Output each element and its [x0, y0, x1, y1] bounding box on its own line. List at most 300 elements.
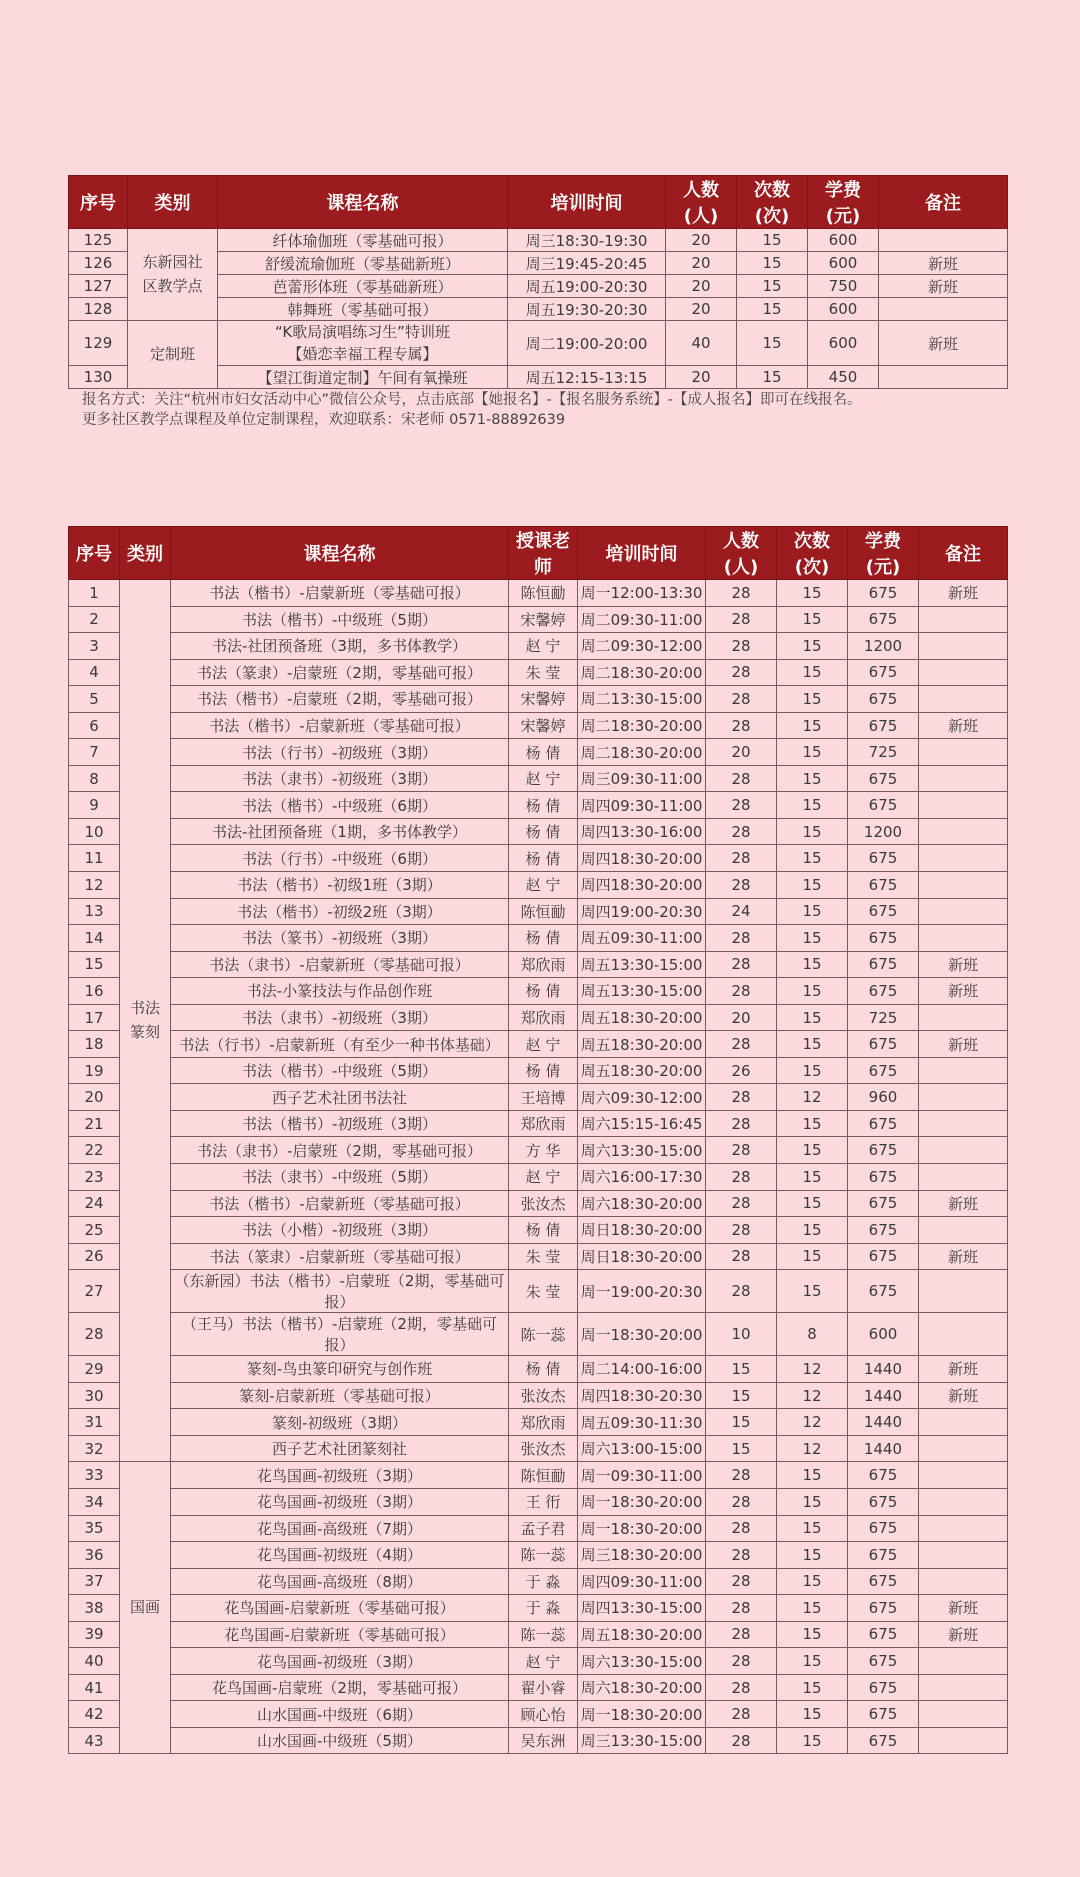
cell-people: 10 — [706, 1313, 777, 1356]
cell-fee: 675 — [848, 925, 919, 952]
cell-time: 周三19:45-20:45 — [508, 252, 666, 275]
cell-no: 9 — [69, 792, 120, 819]
cell-sessions: 12 — [777, 1084, 848, 1111]
cell-teacher: 杨 倩 — [509, 1057, 578, 1084]
table-row — [69, 606, 1008, 633]
column-header: 学费(元) — [848, 527, 919, 580]
cell-sessions: 15 — [777, 898, 848, 925]
cell-category: 书法 篆刻 — [120, 580, 171, 1462]
cell-time: 周五09:30-11:00 — [578, 925, 706, 952]
cell-time: 周二09:30-12:00 — [578, 633, 706, 660]
cell-teacher: 杨 倩 — [509, 845, 578, 872]
cell-teacher: 陈一蕊 — [509, 1542, 578, 1569]
cell-people: 28 — [706, 1031, 777, 1058]
table-header-row — [69, 176, 1008, 229]
cell-course: 山水国画-中级班（6期） — [171, 1701, 509, 1728]
cell-course: 书法（隶书）-中级班（5期） — [171, 1164, 509, 1191]
cell-course: 花鸟国画-高级班（8期） — [171, 1568, 509, 1595]
cell-note — [919, 1004, 1008, 1031]
cell-note: 新班 — [919, 1243, 1008, 1270]
cell-course: 纤体瑜伽班（零基础可报） — [218, 229, 508, 252]
cell-course: 书法（楷书）-中级班（6期） — [171, 792, 509, 819]
cell-no: 3 — [69, 633, 120, 660]
cell-time: 周一09:30-11:00 — [578, 1462, 706, 1489]
cell-note — [919, 1542, 1008, 1569]
cell-people: 28 — [706, 1568, 777, 1595]
cell-time: 周三09:30-11:00 — [578, 765, 706, 792]
table-header-row — [69, 527, 1008, 580]
cell-sessions: 15 — [777, 1110, 848, 1137]
cell-no: 6 — [69, 712, 120, 739]
cell-teacher: 杨 倩 — [509, 1356, 578, 1383]
cell-course: 书法-社团预备班（3期，多书体教学） — [171, 633, 509, 660]
table-row — [69, 633, 1008, 660]
cell-course: 花鸟国画-初级班（3期） — [171, 1488, 509, 1515]
cell-course: 花鸟国画-启蒙班（2期，零基础可报） — [171, 1674, 509, 1701]
cell-course: 花鸟国画-初级班（3期） — [171, 1648, 509, 1675]
cell-fee: 675 — [848, 765, 919, 792]
cell-people: 28 — [706, 1621, 777, 1648]
cell-course: 书法-社团预备班（1期，多书体教学） — [171, 818, 509, 845]
cell-fee: 675 — [848, 1648, 919, 1675]
cell-note: 新班 — [879, 321, 1008, 366]
cell-people: 20 — [706, 1004, 777, 1031]
cell-time: 周五18:30-20:00 — [578, 1057, 706, 1084]
cell-note — [919, 686, 1008, 713]
cell-no: 130 — [69, 366, 128, 389]
cell-teacher: 于 淼 — [509, 1568, 578, 1595]
cell-no: 39 — [69, 1621, 120, 1648]
table-row — [69, 1270, 1008, 1313]
cell-course: 书法（行书）-启蒙新班（有至少一种书体基础） — [171, 1031, 509, 1058]
table-row — [69, 1595, 1008, 1622]
table-row — [69, 1004, 1008, 1031]
cell-fee: 675 — [848, 1137, 919, 1164]
cell-no: 8 — [69, 765, 120, 792]
table-row — [69, 1382, 1008, 1409]
cell-teacher: 陈恒勔 — [509, 580, 578, 607]
cell-people: 28 — [706, 1137, 777, 1164]
cell-no: 125 — [69, 229, 128, 252]
cell-people: 15 — [706, 1435, 777, 1462]
cell-note — [919, 1137, 1008, 1164]
cell-sessions: 15 — [777, 792, 848, 819]
table-row — [69, 229, 1008, 252]
cell-teacher: 朱 莹 — [509, 1270, 578, 1313]
cell-sessions: 15 — [777, 1462, 848, 1489]
cell-no: 35 — [69, 1515, 120, 1542]
cell-course: 书法-小篆技法与作品创作班 — [171, 978, 509, 1005]
cell-course: 花鸟国画-高级班（7期） — [171, 1515, 509, 1542]
cell-time: 周四13:30-15:00 — [578, 1595, 706, 1622]
cell-note — [919, 1462, 1008, 1489]
cell-time: 周五13:30-15:00 — [578, 951, 706, 978]
cell-course: “K歌局演唱练习生”特训班 【婚恋幸福工程专属】 — [218, 321, 508, 366]
cell-note: 新班 — [879, 275, 1008, 298]
cell-sessions: 15 — [777, 739, 848, 766]
cell-course: 书法（小楷）-初级班（3期） — [171, 1217, 509, 1244]
cell-note: 新班 — [919, 1356, 1008, 1383]
cell-time: 周四18:30-20:00 — [578, 872, 706, 899]
cell-course: 书法（行书）-初级班（3期） — [171, 739, 509, 766]
cell-fee: 1200 — [848, 818, 919, 845]
cell-no: 22 — [69, 1137, 120, 1164]
cell-no: 17 — [69, 1004, 120, 1031]
cell-sessions: 15 — [777, 633, 848, 660]
cell-course: 书法（篆隶）-启蒙新班（零基础可报） — [171, 1243, 509, 1270]
cell-sessions: 15 — [777, 1568, 848, 1595]
cell-no: 21 — [69, 1110, 120, 1137]
cell-no: 36 — [69, 1542, 120, 1569]
cell-note — [919, 792, 1008, 819]
cell-time: 周一18:30-20:00 — [578, 1515, 706, 1542]
cell-time: 周五09:30-11:30 — [578, 1409, 706, 1436]
cell-sessions: 12 — [777, 1435, 848, 1462]
cell-teacher: 孟子君 — [509, 1515, 578, 1542]
cell-time: 周二18:30-20:00 — [578, 712, 706, 739]
cell-time: 周六15:15-16:45 — [578, 1110, 706, 1137]
cell-sessions: 15 — [737, 275, 808, 298]
cell-course: 山水国画-中级班（5期） — [171, 1727, 509, 1754]
cell-course: 西子艺术社团篆刻社 — [171, 1435, 509, 1462]
cell-no: 38 — [69, 1595, 120, 1622]
cell-fee: 675 — [848, 686, 919, 713]
cell-course: 芭蕾形体班（零基础新班） — [218, 275, 508, 298]
cell-people: 28 — [706, 1243, 777, 1270]
cell-course: 书法（楷书）-初级1班（3期） — [171, 872, 509, 899]
cell-fee: 675 — [848, 1488, 919, 1515]
cell-no: 18 — [69, 1031, 120, 1058]
cell-note: 新班 — [919, 712, 1008, 739]
cell-no: 26 — [69, 1243, 120, 1270]
cell-fee: 600 — [808, 321, 879, 366]
cell-time: 周二19:00-20:00 — [508, 321, 666, 366]
cell-category: 东新园社 区教学点 — [128, 229, 218, 321]
cell-time: 周二14:00-16:00 — [578, 1356, 706, 1383]
cell-sessions: 15 — [777, 1595, 848, 1622]
cell-note: 新班 — [919, 1031, 1008, 1058]
cell-sessions: 15 — [777, 1621, 848, 1648]
cell-time: 周六13:00-15:00 — [578, 1435, 706, 1462]
cell-sessions: 15 — [777, 925, 848, 952]
cell-teacher: 陈一蕊 — [509, 1313, 578, 1356]
cell-people: 15 — [706, 1382, 777, 1409]
cell-course: 韩舞班（零基础可报） — [218, 298, 508, 321]
cell-teacher: 张汝杰 — [509, 1382, 578, 1409]
cell-no: 37 — [69, 1568, 120, 1595]
cell-no: 5 — [69, 686, 120, 713]
cell-people: 28 — [706, 1648, 777, 1675]
cell-fee: 960 — [848, 1084, 919, 1111]
cell-no: 129 — [69, 321, 128, 366]
cell-people: 28 — [706, 872, 777, 899]
cell-note — [919, 1648, 1008, 1675]
cell-time: 周一18:30-20:00 — [578, 1313, 706, 1356]
cell-no: 31 — [69, 1409, 120, 1436]
table-row — [69, 978, 1008, 1005]
cell-teacher: 郑欣雨 — [509, 951, 578, 978]
cell-note — [919, 1727, 1008, 1754]
table-row — [69, 1164, 1008, 1191]
cell-course: 书法（楷书）-启蒙新班（零基础可报） — [171, 1190, 509, 1217]
cell-sessions: 15 — [777, 1270, 848, 1313]
cell-people: 15 — [706, 1356, 777, 1383]
column-header: 人数(人) — [706, 527, 777, 580]
cell-teacher: 赵 宁 — [509, 633, 578, 660]
cell-note — [919, 1313, 1008, 1356]
cell-no: 126 — [69, 252, 128, 275]
cell-note: 新班 — [919, 1382, 1008, 1409]
cell-no: 10 — [69, 818, 120, 845]
cell-no: 14 — [69, 925, 120, 952]
cell-people: 20 — [666, 252, 737, 275]
cell-no: 16 — [69, 978, 120, 1005]
cell-no: 19 — [69, 1057, 120, 1084]
cell-note — [919, 925, 1008, 952]
cell-people: 28 — [706, 1110, 777, 1137]
cell-fee: 1440 — [848, 1435, 919, 1462]
cell-course: 书法（楷书）-初级班（3期） — [171, 1110, 509, 1137]
cell-course: （王马）书法（楷书）-启蒙班（2期，零基础可报） — [171, 1313, 509, 1356]
cell-course: 花鸟国画-初级班（4期） — [171, 1542, 509, 1569]
table-row — [69, 765, 1008, 792]
cell-note — [919, 1488, 1008, 1515]
cell-note — [919, 1164, 1008, 1191]
course-table-community — [68, 175, 1008, 389]
column-header: 备注 — [879, 176, 1008, 229]
cell-note: 新班 — [919, 978, 1008, 1005]
cell-fee: 675 — [848, 1217, 919, 1244]
cell-time: 周四18:30-20:00 — [578, 845, 706, 872]
cell-no: 30 — [69, 1382, 120, 1409]
cell-sessions: 15 — [777, 1057, 848, 1084]
cell-people: 20 — [666, 229, 737, 252]
cell-teacher: 宋馨婷 — [509, 686, 578, 713]
cell-note — [879, 366, 1008, 389]
cell-no: 42 — [69, 1701, 120, 1728]
cell-teacher: 郑欣雨 — [509, 1409, 578, 1436]
cell-note — [919, 659, 1008, 686]
cell-fee: 725 — [848, 1004, 919, 1031]
cell-people: 28 — [706, 978, 777, 1005]
table-row — [69, 1031, 1008, 1058]
cell-people: 28 — [706, 1488, 777, 1515]
cell-sessions: 15 — [777, 872, 848, 899]
cell-sessions: 12 — [777, 1409, 848, 1436]
cell-sessions: 15 — [777, 580, 848, 607]
cell-sessions: 15 — [777, 659, 848, 686]
table-body — [69, 580, 1008, 1754]
cell-people: 28 — [706, 1701, 777, 1728]
cell-time: 周二09:30-11:00 — [578, 606, 706, 633]
cell-note — [919, 1701, 1008, 1728]
table-row — [69, 1190, 1008, 1217]
cell-people: 28 — [706, 765, 777, 792]
cell-course: 篆刻-启蒙新班（零基础可报） — [171, 1382, 509, 1409]
cell-fee: 675 — [848, 1674, 919, 1701]
column-header: 课程名称 — [171, 527, 509, 580]
cell-no: 20 — [69, 1084, 120, 1111]
cell-people: 28 — [706, 792, 777, 819]
cell-time: 周二18:30-20:00 — [578, 739, 706, 766]
column-header: 次数(次) — [777, 527, 848, 580]
cell-teacher: 赵 宁 — [509, 1164, 578, 1191]
table-row — [69, 712, 1008, 739]
cell-note — [879, 229, 1008, 252]
cell-sessions: 15 — [777, 1004, 848, 1031]
cell-sessions: 15 — [777, 765, 848, 792]
cell-note — [919, 1674, 1008, 1701]
cell-teacher: 顾心怡 — [509, 1701, 578, 1728]
column-header: 次数(次) — [737, 176, 808, 229]
cell-course: 花鸟国画-初级班（3期） — [171, 1462, 509, 1489]
cell-course: 书法（隶书）-初级班（3期） — [171, 1004, 509, 1031]
cell-course: 书法（楷书）-中级班（5期） — [171, 606, 509, 633]
cell-people: 28 — [706, 686, 777, 713]
cell-teacher: 王 衎 — [509, 1488, 578, 1515]
cell-fee: 675 — [848, 1727, 919, 1754]
cell-time: 周六18:30-20:00 — [578, 1674, 706, 1701]
cell-course: 书法（楷书）-启蒙班（2期，零基础可报） — [171, 686, 509, 713]
cell-time: 周二18:30-20:00 — [578, 659, 706, 686]
cell-sessions: 15 — [777, 1137, 848, 1164]
cell-sessions: 15 — [777, 951, 848, 978]
cell-no: 2 — [69, 606, 120, 633]
cell-course: 书法（隶书）-启蒙班（2期，零基础可报） — [171, 1137, 509, 1164]
cell-sessions: 12 — [777, 1356, 848, 1383]
cell-fee: 675 — [848, 1462, 919, 1489]
cell-people: 28 — [706, 951, 777, 978]
cell-no: 40 — [69, 1648, 120, 1675]
cell-fee: 750 — [808, 275, 879, 298]
cell-people: 28 — [706, 659, 777, 686]
table-row — [69, 1110, 1008, 1137]
cell-fee: 675 — [848, 978, 919, 1005]
cell-course: 书法（隶书）-启蒙新班（零基础可报） — [171, 951, 509, 978]
cell-people: 28 — [706, 1164, 777, 1191]
cell-teacher: 张汝杰 — [509, 1190, 578, 1217]
cell-teacher: 杨 倩 — [509, 925, 578, 952]
cell-no: 11 — [69, 845, 120, 872]
cell-fee: 675 — [848, 1057, 919, 1084]
cell-fee: 675 — [848, 872, 919, 899]
cell-no: 127 — [69, 275, 128, 298]
column-header: 序号 — [69, 176, 128, 229]
cell-sessions: 15 — [737, 298, 808, 321]
cell-sessions: 15 — [777, 1488, 848, 1515]
cell-course: 书法（楷书）-初级2班（3期） — [171, 898, 509, 925]
cell-sessions: 15 — [777, 1190, 848, 1217]
cell-teacher: 宋馨婷 — [509, 606, 578, 633]
cell-people: 20 — [666, 298, 737, 321]
cell-time: 周四09:30-11:00 — [578, 792, 706, 819]
cell-people: 28 — [706, 1217, 777, 1244]
cell-time: 周三18:30-20:00 — [578, 1542, 706, 1569]
cell-fee: 675 — [848, 1164, 919, 1191]
cell-sessions: 12 — [777, 1382, 848, 1409]
cell-fee: 675 — [848, 712, 919, 739]
cell-fee: 675 — [848, 1243, 919, 1270]
cell-note: 新班 — [879, 252, 1008, 275]
table-row — [69, 1568, 1008, 1595]
column-header: 培训时间 — [578, 527, 706, 580]
cell-sessions: 15 — [777, 1031, 848, 1058]
cell-sessions: 15 — [777, 686, 848, 713]
cell-note — [919, 633, 1008, 660]
cell-sessions: 15 — [777, 1648, 848, 1675]
cell-fee: 675 — [848, 1542, 919, 1569]
column-header: 学费(元) — [808, 176, 879, 229]
cell-fee: 600 — [848, 1313, 919, 1356]
table-row — [69, 1542, 1008, 1569]
cell-no: 7 — [69, 739, 120, 766]
cell-time: 周四19:00-20:30 — [578, 898, 706, 925]
cell-fee: 675 — [848, 792, 919, 819]
cell-time: 周五18:30-20:00 — [578, 1004, 706, 1031]
column-header: 序号 — [69, 527, 120, 580]
cell-teacher: 朱 莹 — [509, 1243, 578, 1270]
cell-course: 【望江街道定制】午间有氧操班 — [218, 366, 508, 389]
cell-teacher: 杨 倩 — [509, 1217, 578, 1244]
cell-no: 1 — [69, 580, 120, 607]
cell-no: 15 — [69, 951, 120, 978]
cell-course: 书法（篆书）-初级班（3期） — [171, 925, 509, 952]
cell-teacher: 于 淼 — [509, 1595, 578, 1622]
table-row — [69, 1435, 1008, 1462]
cell-sessions: 15 — [777, 1243, 848, 1270]
table-row — [69, 818, 1008, 845]
cell-time: 周日18:30-20:00 — [578, 1217, 706, 1244]
cell-note — [919, 1057, 1008, 1084]
cell-course: 篆刻-鸟虫篆印研究与创作班 — [171, 1356, 509, 1383]
cell-note — [919, 1084, 1008, 1111]
cell-time: 周六09:30-12:00 — [578, 1084, 706, 1111]
cell-course: 花鸟国画-启蒙新班（零基础可报） — [171, 1595, 509, 1622]
table-row — [69, 951, 1008, 978]
cell-category: 定制班 — [128, 321, 218, 389]
cell-time: 周四18:30-20:30 — [578, 1382, 706, 1409]
cell-fee: 675 — [848, 1568, 919, 1595]
cell-sessions: 15 — [777, 978, 848, 1005]
cell-note — [919, 765, 1008, 792]
cell-teacher: 赵 宁 — [509, 872, 578, 899]
cell-time: 周一18:30-20:00 — [578, 1488, 706, 1515]
table-row — [69, 1243, 1008, 1270]
cell-fee: 675 — [848, 1595, 919, 1622]
cell-fee: 675 — [848, 659, 919, 686]
table-row — [69, 1084, 1008, 1111]
column-header: 类别 — [120, 527, 171, 580]
cell-fee: 725 — [848, 739, 919, 766]
cell-people: 15 — [706, 1409, 777, 1436]
cell-no: 24 — [69, 1190, 120, 1217]
cell-teacher: 郑欣雨 — [509, 1004, 578, 1031]
cell-time: 周五12:15-13:15 — [508, 366, 666, 389]
cell-teacher: 杨 倩 — [509, 792, 578, 819]
cell-people: 28 — [706, 845, 777, 872]
cell-course: 书法（隶书）-初级班（3期） — [171, 765, 509, 792]
cell-fee: 600 — [808, 229, 879, 252]
table-row — [69, 845, 1008, 872]
table-row — [69, 1701, 1008, 1728]
cell-course: 花鸟国画-启蒙新班（零基础可报） — [171, 1621, 509, 1648]
cell-teacher: 杨 倩 — [509, 978, 578, 1005]
cell-fee: 675 — [848, 1031, 919, 1058]
cell-fee: 1440 — [848, 1356, 919, 1383]
cell-sessions: 8 — [777, 1313, 848, 1356]
cell-note: 新班 — [919, 580, 1008, 607]
cell-time: 周六13:30-15:00 — [578, 1137, 706, 1164]
